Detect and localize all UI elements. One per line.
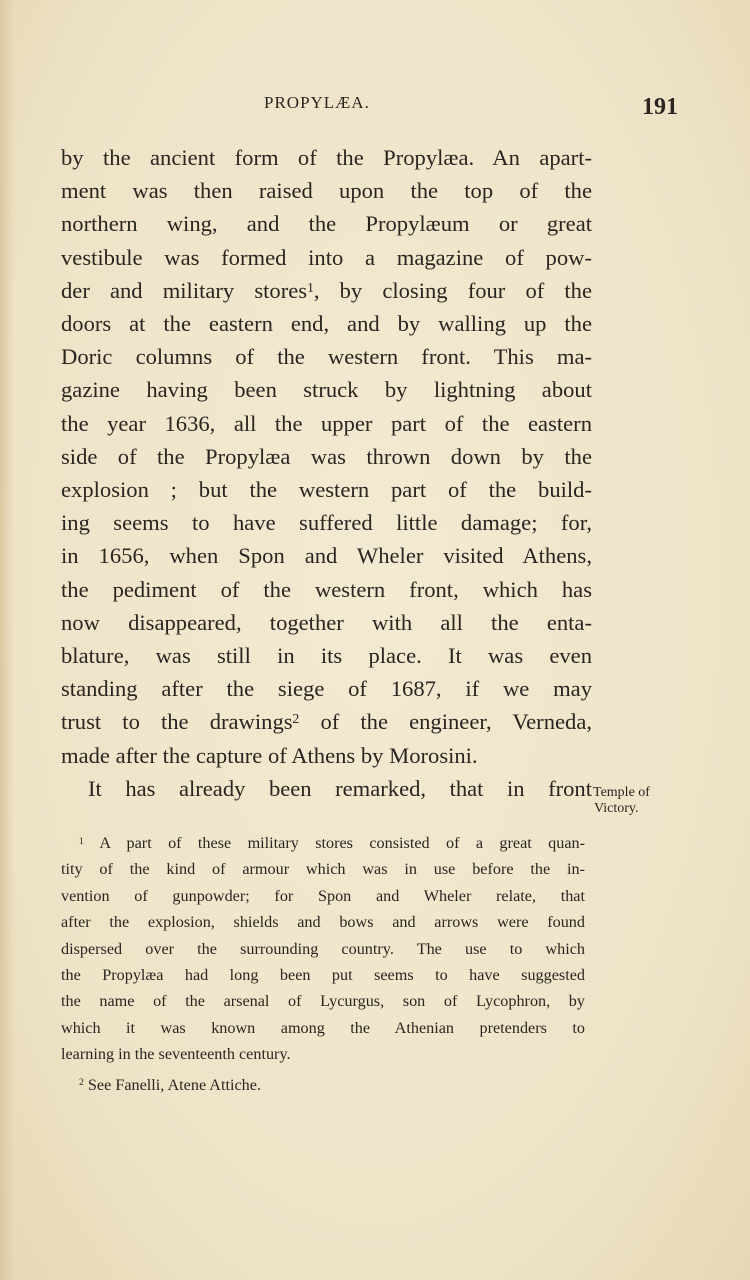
text-line: standing after the siege of 1687, if we may	[61, 676, 592, 702]
text-line: side of the Propylæa was thrown down by the	[61, 443, 592, 469]
footnote-line: the name of the arsenal of Lycurgus, son of Lycophron, by	[61, 992, 585, 1011]
text-line: It has already been remarked, that in front	[88, 775, 592, 801]
text-line: now disappeared, together with all the enta-	[61, 609, 592, 635]
footnote-ref: 2	[292, 711, 300, 727]
text-line: doors at the eastern end, and by walling up the	[61, 311, 592, 337]
text-fragment: der and military stores	[61, 277, 308, 303]
running-title: PROPYLÆA.	[264, 93, 370, 112]
text-line: gazine having been struck by lightning about	[61, 377, 592, 403]
margin-note-line: Victory.	[594, 801, 639, 816]
main-text	[61, 141, 592, 805]
text-line: northern wing, and the Propylæum or great	[61, 211, 592, 237]
text-line: made after the capture of Athens by Morosini.	[61, 742, 478, 768]
text-line: blature, was still in its place. It was even	[61, 643, 592, 669]
footnote-line: after the explosion, shields and bows and arrows were found	[61, 913, 585, 932]
footnote-line	[61, 830, 585, 856]
page-number: 191	[642, 94, 678, 120]
text-line: in 1656, when Spon and Wheler visited Athens,	[61, 543, 592, 569]
text-line: explosion ; but the western part of the build-	[61, 477, 592, 503]
text-line: the year 1636, all the upper part of the eastern	[61, 410, 592, 436]
footnote-line: dispersed over the surrounding country. The use to which	[61, 939, 585, 958]
text-fragment: , by closing four of the	[313, 277, 592, 303]
text-line: ment was then raised upon the top of the	[61, 178, 592, 204]
footnote-line: tity of the kind of armour which was in use before the in-	[61, 860, 585, 879]
text-line: ing seems to have suffered little damage; for,	[61, 510, 592, 536]
text-line: Doric columns of the western front. This ma-	[61, 344, 592, 370]
footnote-line: vention of gunpowder; for Spon and Wheler relate, that	[61, 886, 585, 905]
text-fragment: trust to the drawings	[61, 709, 293, 735]
text-fragment: See Fanelli, Atene Attiche.	[83, 1075, 261, 1094]
margin-note-line: Temple of	[593, 785, 650, 800]
footnote-ref: 1	[307, 279, 314, 295]
margin-note	[593, 785, 650, 817]
text-line: vestibule was formed into a magazine of pow-	[61, 244, 592, 270]
text-line	[61, 705, 592, 738]
text-line: by the ancient form of the Propylæa. An apart-	[61, 145, 592, 170]
footnote-line: learning in the seventeenth century.	[61, 1045, 291, 1064]
footnote-marker: 2	[79, 1077, 84, 1089]
text-line: the pediment of the western front, which has	[61, 576, 592, 602]
text-fragment: of the engineer, Verneda,	[299, 709, 593, 735]
text-line	[61, 274, 592, 307]
footnotes	[61, 830, 585, 1098]
footnote-marker: 1	[79, 835, 84, 847]
footnote-line: which it was known among the Athenian pretenders to	[61, 1018, 585, 1037]
footnote-line: the Propylæa had long been put seems to have suggested	[61, 966, 585, 985]
text-fragment: A part of these military stores consisted of a great quan-	[83, 834, 585, 852]
footnote-line	[61, 1072, 585, 1098]
